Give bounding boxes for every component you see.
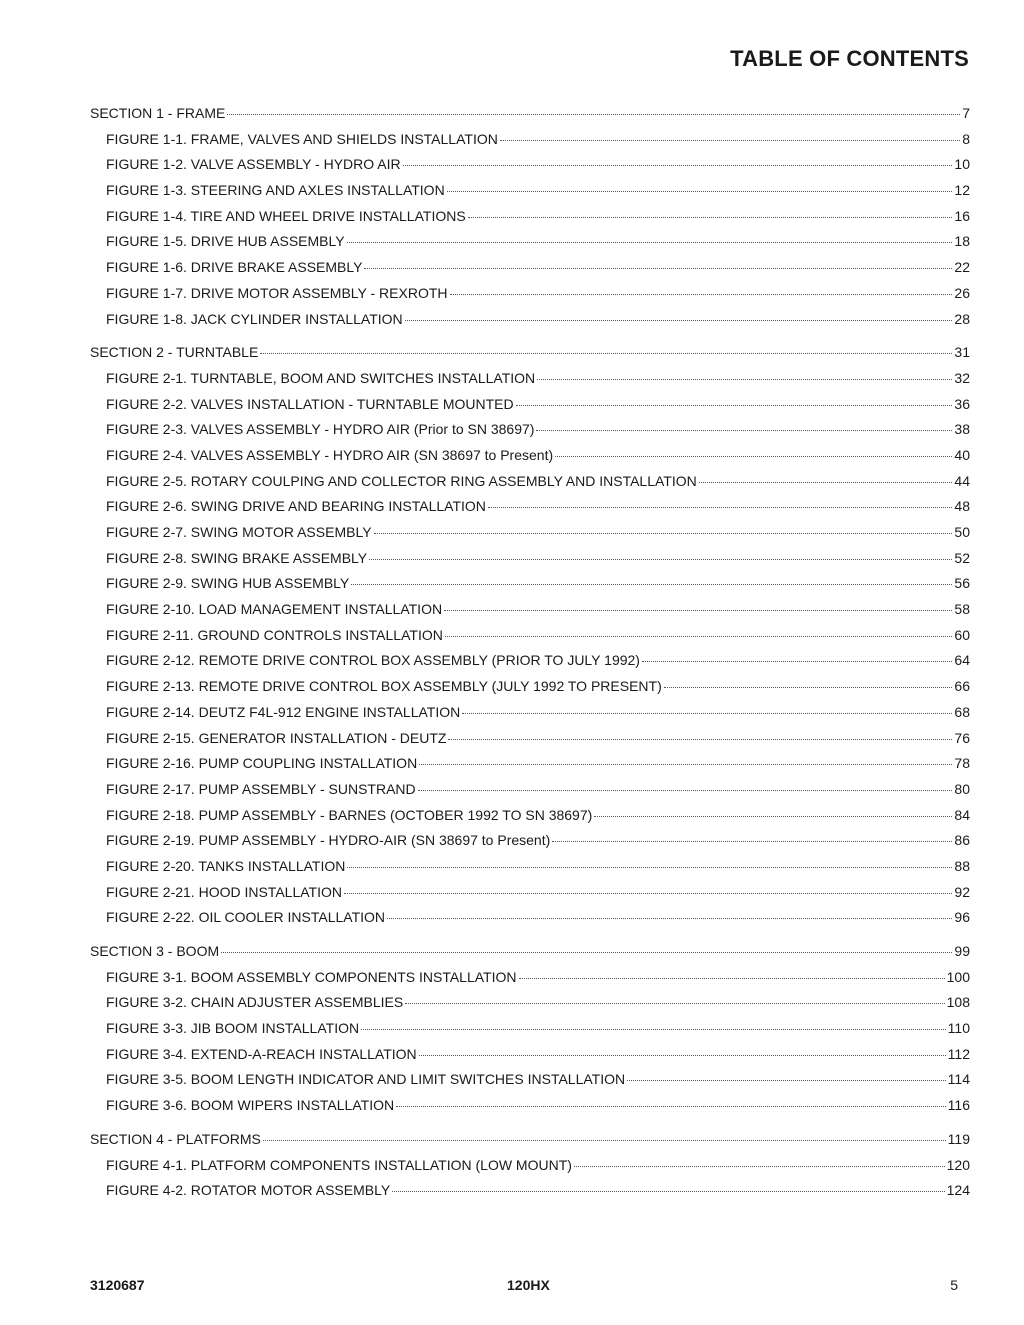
toc-entry-label: FIGURE 2-3. VALVES ASSEMBLY - HYDRO AIR (Prior to SN 38697) — [106, 421, 535, 438]
dot-leader — [405, 1003, 944, 1004]
toc-entry-label: FIGURE 2-4. VALVES ASSEMBLY - HYDRO AIR (SN 38697 to Present) — [106, 446, 554, 463]
toc-entry-page: 80 — [954, 780, 970, 797]
toc-entry-label: FIGURE 2-11. GROUND CONTROLS INSTALLATION — [106, 626, 443, 643]
toc-figure-entry[interactable] — [90, 233, 970, 259]
toc-entry-page: 76 — [954, 729, 970, 746]
toc-entry-page: 16 — [954, 207, 970, 224]
toc-figure-entry[interactable] — [90, 285, 970, 311]
toc-figure-entry[interactable] — [90, 755, 970, 781]
toc-entry-page: 10 — [954, 156, 970, 173]
toc-entry-label: FIGURE 3-2. CHAIN ADJUSTER ASSEMBLIES — [106, 994, 404, 1011]
toc-figure-entry[interactable] — [90, 704, 970, 730]
toc-entry-page: 114 — [947, 1071, 970, 1088]
toc-entry-page: 96 — [954, 909, 970, 926]
dot-leader — [418, 790, 953, 791]
toc-entry-page: 18 — [954, 233, 970, 250]
toc-entry-page: 110 — [947, 1020, 970, 1037]
toc-entry-label: FIGURE 2-5. ROTARY COULPING AND COLLECTOR RING ASSEMBLY AND INSTALLATION — [106, 472, 697, 489]
dot-leader — [537, 379, 952, 380]
toc-figure-entry[interactable] — [90, 182, 970, 208]
toc-section-entry[interactable] — [90, 105, 970, 131]
toc-entry-page: 112 — [947, 1045, 970, 1062]
dot-leader — [500, 140, 960, 141]
toc-entry-page: 100 — [946, 968, 970, 985]
dot-leader — [664, 687, 953, 688]
toc-entry-label: SECTION 4 - PLATFORMS — [90, 1130, 261, 1147]
toc-entry-page: 64 — [954, 652, 970, 669]
toc-entry-label: FIGURE 1-3. STEERING AND AXLES INSTALLATION — [106, 182, 445, 199]
toc-figure-entry[interactable] — [90, 370, 970, 396]
toc-figure-entry[interactable] — [90, 1046, 970, 1072]
toc-entry-label: FIGURE 1-2. VALVE ASSEMBLY - HYDRO AIR — [106, 156, 401, 173]
toc-entry-page: 99 — [954, 943, 970, 959]
toc-entry-label: FIGURE 2-6. SWING DRIVE AND BEARING INSTALLATION — [106, 498, 486, 515]
footer-doc-number: 3120687 — [90, 1277, 145, 1293]
toc-figure-entry[interactable] — [90, 498, 970, 524]
toc-figure-entry[interactable] — [90, 550, 970, 576]
footer-page-number: 5 — [950, 1277, 958, 1293]
toc-entry-page: 119 — [947, 1130, 970, 1147]
toc-entry-label: FIGURE 1-4. TIRE AND WHEEL DRIVE INSTALLATIONS — [106, 207, 466, 224]
toc-figure-entry[interactable] — [90, 781, 970, 807]
toc-list — [90, 105, 970, 1208]
dot-leader — [396, 1106, 946, 1107]
toc-entry-label: FIGURE 1-1. FRAME, VALVES AND SHIELDS INSTALLATION — [106, 130, 498, 147]
toc-figure-entry[interactable] — [90, 311, 970, 337]
page-title: TABLE OF CONTENTS — [730, 46, 969, 71]
dot-leader — [221, 952, 952, 953]
toc-entry-page: 66 — [954, 678, 970, 695]
toc-entry-label: FIGURE 3-4. EXTEND-A-REACH INSTALLATION — [106, 1045, 417, 1062]
toc-entry-label: FIGURE 4-1. PLATFORM COMPONENTS INSTALLATION (LOW MOUNT) — [106, 1156, 572, 1173]
dot-leader — [387, 918, 952, 919]
footer-model: 120HX — [507, 1277, 550, 1293]
toc-entry-page: 86 — [954, 832, 970, 849]
toc-entry-page: 84 — [954, 806, 970, 823]
toc-entry-page: 8 — [962, 130, 970, 147]
dot-leader — [263, 1140, 946, 1141]
toc-figure-entry[interactable] — [90, 156, 970, 182]
toc-entry-page: 120 — [946, 1156, 970, 1173]
toc-entry-label: FIGURE 2-12. REMOTE DRIVE CONTROL BOX ASSEMBLY (PRIOR TO JULY 1992) — [106, 652, 640, 669]
toc-entry-label: FIGURE 1-7. DRIVE MOTOR ASSEMBLY - REXROTH — [106, 284, 448, 301]
toc-section-entry[interactable] — [90, 1131, 970, 1157]
toc-figure-entry[interactable] — [90, 473, 970, 499]
toc-entry-label: FIGURE 2-17. PUMP ASSEMBLY - SUNSTRAND — [106, 780, 416, 797]
toc-entry-page: 88 — [954, 857, 970, 874]
toc-figure-entry[interactable] — [90, 730, 970, 756]
toc-entry-label: FIGURE 2-16. PUMP COUPLING INSTALLATION — [106, 755, 418, 772]
toc-entry-page: 7 — [962, 105, 970, 121]
toc-figure-entry[interactable] — [90, 396, 970, 422]
dot-leader — [392, 1191, 944, 1192]
dot-leader — [462, 713, 952, 714]
toc-entry-label: FIGURE 2-19. PUMP ASSEMBLY - HYDRO-AIR (SN 38697 to Present) — [106, 832, 551, 849]
toc-figure-entry[interactable] — [90, 1097, 970, 1123]
toc-entry-page: 58 — [954, 601, 970, 618]
toc-entry-page: 52 — [954, 549, 970, 566]
dot-leader — [445, 636, 953, 637]
toc-entry-page: 36 — [954, 395, 970, 412]
toc-entry-page: 68 — [954, 703, 970, 720]
toc-entry-page: 78 — [954, 755, 970, 772]
dot-leader — [519, 978, 945, 979]
toc-figure-entry[interactable] — [90, 131, 970, 157]
toc-entry-page: 50 — [954, 524, 970, 540]
toc-figure-entry[interactable] — [90, 208, 970, 234]
toc-figure-entry[interactable] — [90, 807, 970, 833]
toc-figure-entry[interactable] — [90, 858, 970, 884]
toc-figure-entry[interactable] — [90, 1182, 970, 1208]
toc-entry-label: FIGURE 2-1. TURNTABLE, BOOM AND SWITCHES INSTALLATION — [106, 369, 536, 386]
toc-figure-entry[interactable] — [90, 1071, 970, 1097]
toc-entry-label: FIGURE 4-2. ROTATOR MOTOR ASSEMBLY — [106, 1182, 391, 1199]
toc-entry-label: FIGURE 2-15. GENERATOR INSTALLATION - DEUTZ — [106, 729, 447, 746]
dot-leader — [488, 507, 953, 508]
toc-entry-label: FIGURE 1-5. DRIVE HUB ASSEMBLY — [106, 233, 345, 250]
toc-entry-page: 92 — [954, 883, 970, 900]
dot-leader — [364, 268, 952, 269]
toc-entry-label: SECTION 1 - FRAME — [90, 105, 226, 121]
dot-leader — [448, 739, 952, 740]
toc-entry-page: 32 — [954, 369, 970, 386]
toc-entry-page: 124 — [946, 1182, 970, 1199]
toc-entry-label: FIGURE 2-10. LOAD MANAGEMENT INSTALLATION — [106, 601, 443, 618]
toc-entry-page: 44 — [954, 472, 970, 489]
dot-leader — [419, 764, 952, 765]
toc-entry-page: 38 — [954, 421, 970, 438]
toc-entry-label: SECTION 2 - TURNTABLE — [90, 344, 259, 361]
toc-figure-entry[interactable] — [90, 884, 970, 910]
toc-entry-page: 22 — [954, 259, 970, 276]
dot-leader — [555, 456, 952, 457]
toc-figure-entry[interactable] — [90, 652, 970, 678]
toc-entry-label: FIGURE 2-20. TANKS INSTALLATION — [106, 857, 346, 874]
dot-leader — [347, 867, 952, 868]
dot-leader — [516, 405, 953, 406]
toc-entry-label: FIGURE 2-8. SWING BRAKE ASSEMBLY — [106, 549, 368, 566]
toc-entry-label: FIGURE 3-1. BOOM ASSEMBLY COMPONENTS INSTALLATION — [106, 968, 517, 985]
toc-figure-entry[interactable] — [90, 678, 970, 704]
toc-entry-label: FIGURE 3-5. BOOM LENGTH INDICATOR AND LIMIT SWITCHES INSTALLATION — [106, 1071, 626, 1088]
dot-leader — [347, 242, 953, 243]
toc-entry-page: 26 — [954, 284, 970, 301]
toc-entry-label: FIGURE 2-14. DEUTZ F4L-912 ENGINE INSTALLATION — [106, 703, 461, 720]
toc-section-entry[interactable] — [90, 344, 970, 370]
dot-leader — [351, 584, 952, 585]
toc-figure-entry[interactable] — [90, 601, 970, 627]
toc-entry-page: 60 — [954, 626, 970, 643]
toc-entry-label: FIGURE 1-6. DRIVE BRAKE ASSEMBLY — [106, 259, 363, 276]
toc-entry-label: FIGURE 2-2. VALVES INSTALLATION - TURNTABLE MOUNTED — [106, 395, 514, 412]
dot-leader — [536, 430, 952, 431]
toc-entry-label: FIGURE 2-22. OIL COOLER INSTALLATION — [106, 909, 386, 926]
toc-entry-label: FIGURE 2-7. SWING MOTOR ASSEMBLY — [106, 524, 372, 540]
toc-entry-label: FIGURE 3-3. JIB BOOM INSTALLATION — [106, 1020, 360, 1037]
toc-entry-page: 116 — [947, 1097, 970, 1114]
dot-leader — [369, 559, 952, 560]
toc-figure-entry[interactable] — [90, 969, 970, 995]
toc-entry-label: FIGURE 3-6. BOOM WIPERS INSTALLATION — [106, 1097, 395, 1114]
toc-entry-label: FIGURE 2-13. REMOTE DRIVE CONTROL BOX ASSEMBLY (JULY 1992 TO PRESENT) — [106, 678, 662, 695]
dot-leader — [642, 661, 952, 662]
dot-leader — [419, 1055, 946, 1056]
toc-entry-page: 56 — [954, 575, 970, 592]
dot-leader — [403, 165, 953, 166]
toc-entry-label: FIGURE 1-8. JACK CYLINDER INSTALLATION — [106, 310, 403, 327]
toc-entry-page: 48 — [954, 498, 970, 515]
dot-leader — [361, 1029, 946, 1030]
toc-entry-page: 28 — [954, 310, 970, 327]
toc-entry-page: 12 — [954, 182, 970, 199]
dot-leader — [552, 841, 952, 842]
toc-figure-entry[interactable] — [90, 1020, 970, 1046]
toc-entry-label: FIGURE 2-21. HOOD INSTALLATION — [106, 883, 342, 900]
toc-entry-page: 40 — [954, 446, 970, 463]
dot-leader — [260, 353, 952, 354]
dot-leader — [444, 610, 952, 611]
dot-leader — [344, 893, 952, 894]
toc-section-entry[interactable] — [90, 943, 970, 969]
toc-figure-entry[interactable] — [90, 627, 970, 653]
toc-entry-page: 31 — [954, 344, 970, 361]
dot-leader — [450, 294, 953, 295]
toc-figure-entry[interactable] — [90, 421, 970, 447]
toc-figure-entry[interactable] — [90, 994, 970, 1020]
dot-leader — [468, 217, 953, 218]
toc-figure-entry[interactable] — [90, 832, 970, 858]
dot-leader — [627, 1080, 946, 1081]
toc-entry-label: SECTION 3 - BOOM — [90, 943, 220, 959]
toc-entry-page: 108 — [946, 994, 970, 1011]
toc-figure-entry[interactable] — [90, 259, 970, 285]
dot-leader — [574, 1166, 945, 1167]
dot-leader — [594, 816, 952, 817]
toc-figure-entry[interactable] — [90, 909, 970, 935]
dot-leader — [374, 533, 953, 534]
dot-leader — [405, 320, 953, 321]
dot-leader — [227, 114, 960, 115]
toc-entry-label: FIGURE 2-9. SWING HUB ASSEMBLY — [106, 575, 350, 592]
toc-figure-entry[interactable] — [90, 575, 970, 601]
toc-figure-entry[interactable] — [90, 1157, 970, 1183]
dot-leader — [699, 482, 953, 483]
toc-figure-entry[interactable] — [90, 447, 970, 473]
toc-figure-entry[interactable] — [90, 524, 970, 550]
dot-leader — [447, 191, 953, 192]
toc-entry-label: FIGURE 2-18. PUMP ASSEMBLY - BARNES (OCTOBER 1992 TO SN 38697) — [106, 806, 593, 823]
